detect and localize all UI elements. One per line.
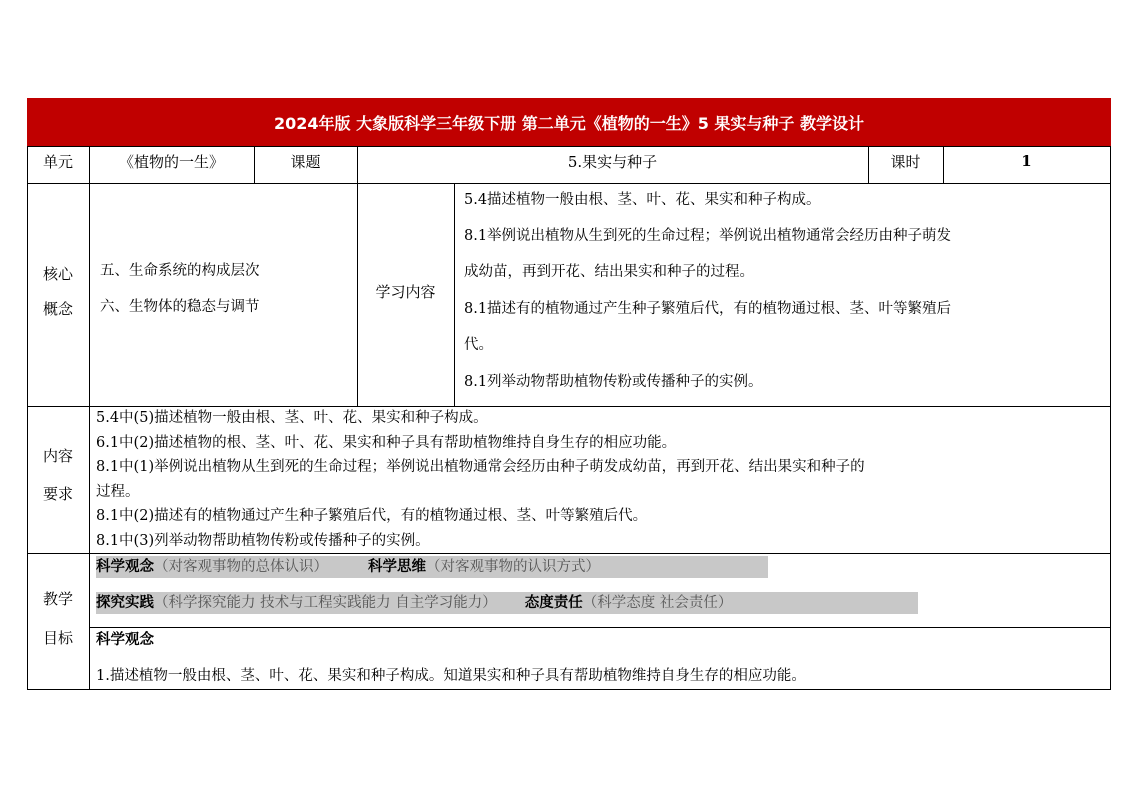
- goal-tag-bold: 态度责任: [524, 594, 583, 611]
- learning-content-line: 5.4描述植物一般由根、茎、叶、花、果实和种子构成。: [464, 192, 821, 208]
- goal-tag-text: （对客观事物的认识方式）: [426, 559, 600, 575]
- topic-value: 5.果实与种子: [567, 152, 658, 171]
- requirement-line: 6.1中(2)描述植物的根、茎、叶、花、果实和种子具有帮助植物维持自身生存的相应功能。: [96, 435, 677, 451]
- learning-content-label: 学习内容: [375, 282, 436, 301]
- unit-label: 单元: [42, 152, 73, 171]
- goal-item: 1.描述植物一般由根、茎、叶、花、果实和种子构成。知道果实和种子具有帮助植物维持自身生存的相应功能。: [96, 668, 806, 684]
- goal-tag-text: （对客观事物的总体认识）: [154, 559, 328, 575]
- core-label-line1: 核心: [42, 264, 73, 283]
- learning-content-line: 代。: [464, 337, 493, 353]
- requirement-line: 8.1中(2)描述有的植物通过产生种子繁殖后代，有的植物通过根、茎、叶等繁殖后代。: [96, 508, 648, 524]
- learning-content-line: 8.1列举动物帮助植物传粉或传播种子的实例。: [464, 374, 763, 390]
- requirement-line: 8.1中(1)举例说出植物从生到死的生命过程；举例说出植物通常会经历由种子萌发成幼苗，再到开花、结出果实和种子的: [96, 459, 865, 475]
- core-concept-item: 六、生物体的稳态与调节: [100, 299, 260, 315]
- goal-tag-row: [96, 592, 918, 614]
- requirement-line: 8.1中(3)列举动物帮助植物传粉或传播种子的实例。: [96, 533, 430, 549]
- grid-line: [1110, 146, 1111, 690]
- grid-line: [89, 146, 90, 690]
- goal-tag-bold: 探究实践: [96, 594, 154, 611]
- goal-section-heading: 科学观念: [96, 631, 154, 648]
- goals-label-line1: 教学: [42, 589, 73, 608]
- goal-tag-row: [96, 556, 768, 578]
- unit-value: 《植物的一生》: [118, 152, 224, 171]
- grid-line: [454, 183, 455, 407]
- learning-content-line: 8.1举例说出植物从生到死的生命过程；举例说出植物通常会经历由种子萌发: [464, 228, 952, 244]
- goals-label-line2: 目标: [42, 628, 73, 647]
- goal-tag-bold: 科学思维: [368, 558, 426, 575]
- learning-content-line: 8.1描述有的植物通过产生种子繁殖后代，有的植物通过根、茎、叶等繁殖后: [464, 301, 952, 317]
- document-title: 2024年版 大象版科学三年级下册 第二单元《植物的一生》5 果实与种子 教学设计: [27, 98, 1111, 146]
- requirements-label-line1: 内容: [42, 446, 73, 465]
- core-label-line2: 概念: [42, 299, 73, 318]
- goal-tag-text: （科学探究能力 技术与工程实践能力 自主学习能力）: [154, 595, 497, 611]
- requirement-line: 5.4中(5)描述植物一般由根、茎、叶、花、果实和种子构成。: [96, 410, 488, 426]
- period-label: 课时: [890, 152, 921, 171]
- learning-content-line: 成幼苗，再到开花、结出果实和种子的过程。: [464, 264, 754, 280]
- requirements-label-line2: 要求: [42, 484, 73, 503]
- goal-tag-text: （科学态度 社会责任）: [582, 595, 733, 611]
- goal-tag-bold: 科学观念: [96, 558, 154, 575]
- period-value: 1: [1021, 152, 1032, 170]
- requirement-line: 过程。: [96, 484, 140, 500]
- core-concept-item: 五、生命系统的构成层次: [100, 263, 260, 279]
- topic-label: 课题: [290, 152, 321, 171]
